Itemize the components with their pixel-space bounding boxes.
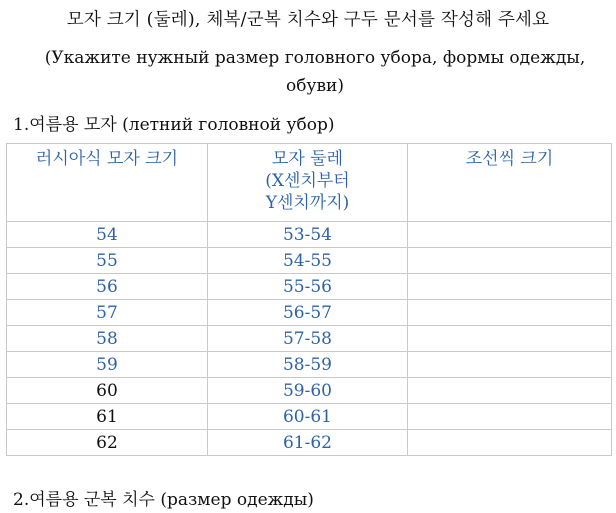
cell-korean-size[interactable] <box>408 274 612 300</box>
subtitle-line-1: (Укажите нужный размер головного убора, формы одежды, <box>44 48 586 68</box>
header-hat-girth <box>208 144 408 222</box>
header-girth-line-1: 모자 둘레 <box>271 149 344 169</box>
header-girth-line-3: Y센치까지) <box>265 193 350 213</box>
cell-girth: 54-55 <box>208 248 408 274</box>
section-heading-hat: 1.여름용 모자 (летний головной убор) <box>13 115 335 135</box>
cell-russian-size: 57 <box>7 300 208 326</box>
cell-russian-size: 61 <box>7 404 208 430</box>
table-row <box>7 404 612 430</box>
header-girth-line-2: (X센치부터 <box>265 171 350 191</box>
header-russian-size: 러시아식 모자 크기 <box>7 144 208 222</box>
subtitle-line-2: обуви) <box>285 76 344 96</box>
document-title: 모자 크기 (둘레), 체복/군복 치수와 구두 문서를 작성해 주세요 <box>66 10 550 30</box>
table-row <box>7 430 612 456</box>
table-row <box>7 274 612 300</box>
document-subtitle <box>20 44 610 100</box>
cell-girth: 55-56 <box>208 274 408 300</box>
cell-girth: 59-60 <box>208 378 408 404</box>
cell-girth: 60-61 <box>208 404 408 430</box>
cell-girth: 61-62 <box>208 430 408 456</box>
cell-russian-size: 54 <box>7 222 208 248</box>
cell-korean-size[interactable] <box>408 300 612 326</box>
cell-russian-size: 55 <box>7 248 208 274</box>
cell-girth: 56-57 <box>208 300 408 326</box>
cell-girth: 53-54 <box>208 222 408 248</box>
table-row <box>7 248 612 274</box>
cell-korean-size[interactable] <box>408 326 612 352</box>
table-row <box>7 352 612 378</box>
cell-korean-size[interactable] <box>408 352 612 378</box>
cell-korean-size[interactable] <box>408 248 612 274</box>
table-row <box>7 326 612 352</box>
cell-russian-size: 59 <box>7 352 208 378</box>
cell-korean-size[interactable] <box>408 378 612 404</box>
header-korean-size: 조선씩 크기 <box>408 144 612 222</box>
cell-korean-size[interactable] <box>408 430 612 456</box>
table-row <box>7 378 612 404</box>
cell-russian-size: 56 <box>7 274 208 300</box>
table-header-row <box>7 144 612 222</box>
section-heading-uniform: 2.여름용 군복 치수 (размер одежды) <box>13 490 314 510</box>
cell-korean-size[interactable] <box>408 404 612 430</box>
cell-russian-size: 62 <box>7 430 208 456</box>
cell-russian-size: 58 <box>7 326 208 352</box>
hat-size-table <box>6 143 612 456</box>
cell-korean-size[interactable] <box>408 222 612 248</box>
cell-girth: 57-58 <box>208 326 408 352</box>
cell-russian-size: 60 <box>7 378 208 404</box>
cell-girth: 58-59 <box>208 352 408 378</box>
table-row <box>7 300 612 326</box>
table-row <box>7 222 612 248</box>
